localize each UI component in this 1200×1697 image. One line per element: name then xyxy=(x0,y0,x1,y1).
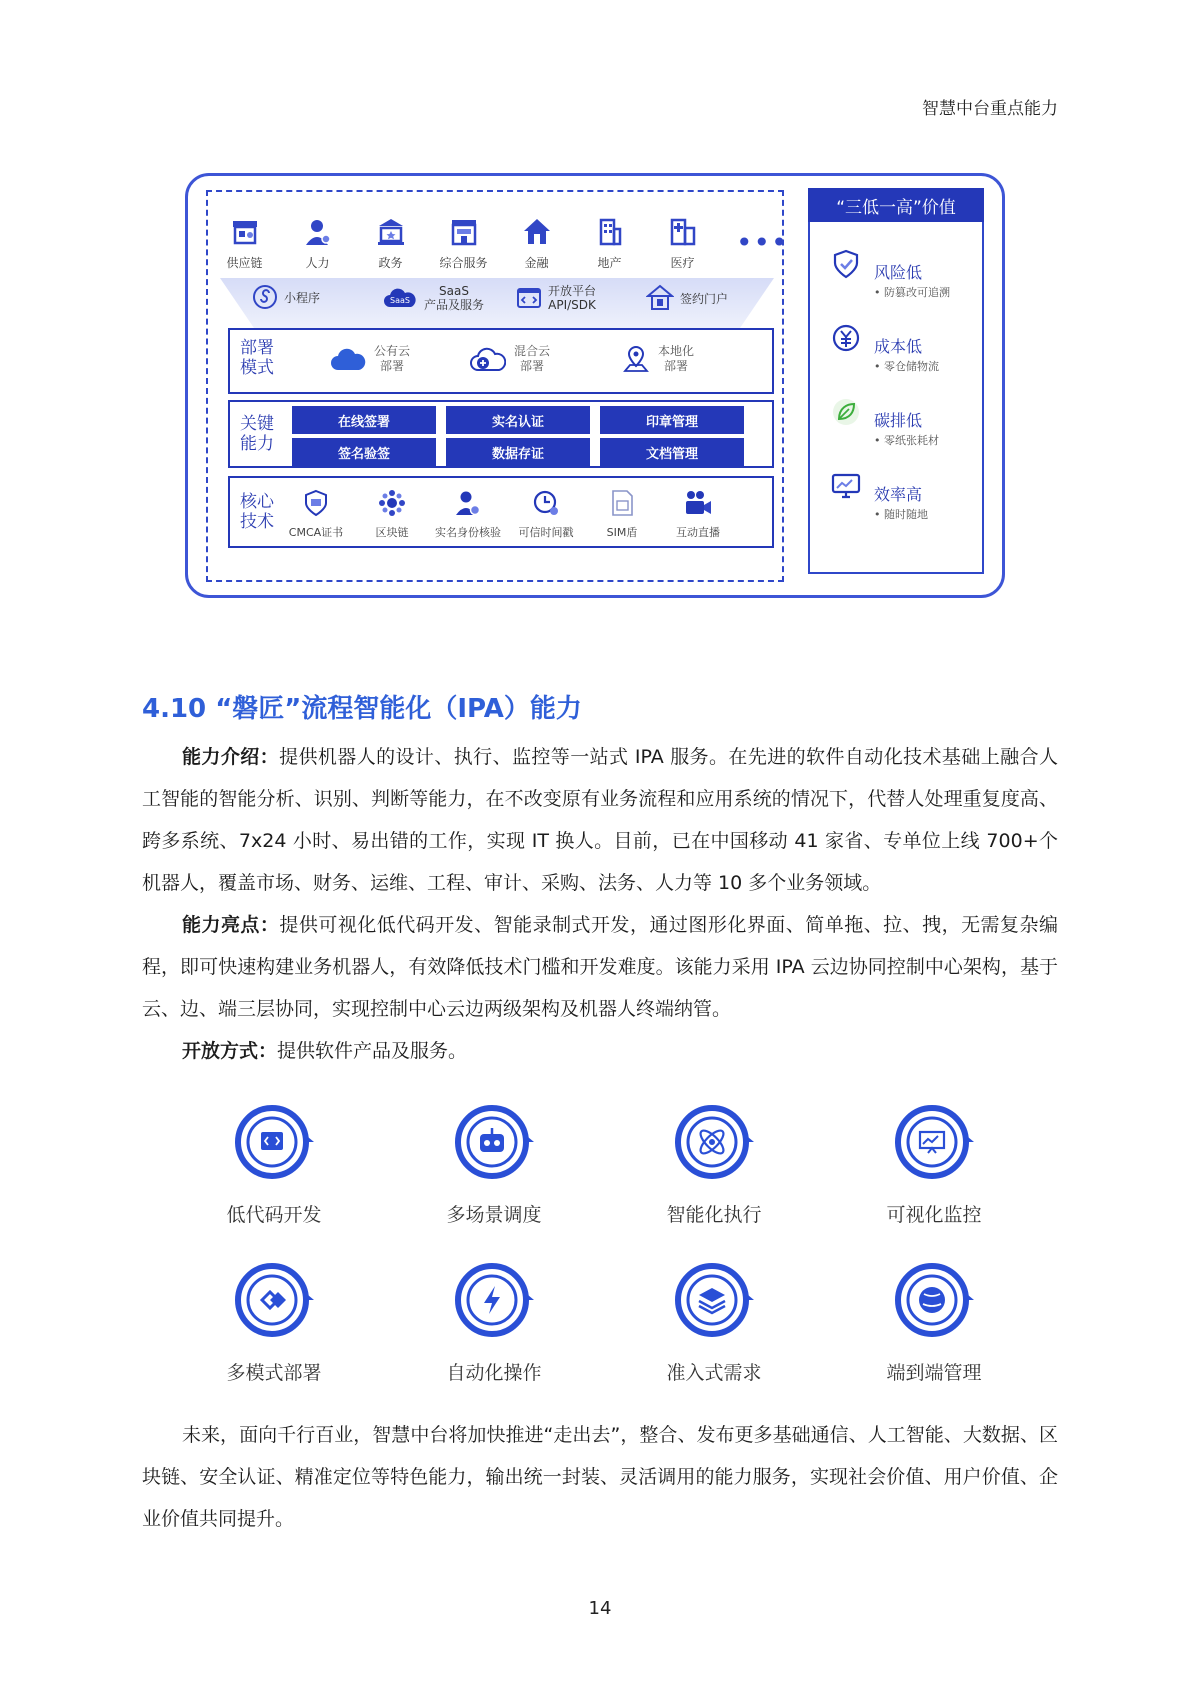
mini-program-icon xyxy=(252,284,278,310)
paragraph-introduction: 能力介绍：提供机器人的设计、执行、监控等一站式 IPA 服务。在先进的软件自动化技术基础上融合人工智能的智能分析、识别、判断等能力，在不改变原有业务流程和应用系统的情况下，代替人处理重复度高、跨多系统、7x24 小时、易出错的工作，实现 IT 换人。目前，已在中国移动 41 家省、专单位上线 700+个机器人，覆盖市场、财务、运维、工程、审计、采购、法务、人力等 10 多个业务领域。 xyxy=(142,746,1058,894)
hospital-icon xyxy=(668,217,698,247)
capability-automation: 自动化操作 xyxy=(414,1258,574,1385)
capability-end-to-end: 端到端管理 xyxy=(854,1258,1014,1385)
cloud-plus-icon xyxy=(470,346,506,372)
value-risk-low: 风险低 • 防篡改可追溯 xyxy=(830,248,980,308)
industry-medical: 医疗 xyxy=(646,214,719,274)
value-efficiency-high: 效率高 • 随时随地 xyxy=(830,470,980,530)
atom-icon xyxy=(672,1100,756,1184)
deploy-local: 本地化 部署 xyxy=(622,344,694,374)
channel-open-platform: 开放平台 API/SDK xyxy=(516,284,596,312)
blockchain-icon xyxy=(378,489,406,517)
capability-multi-mode-deploy: 多模式部署 xyxy=(194,1258,354,1385)
tech-timestamp: 可信时间戳 xyxy=(506,488,586,540)
presentation-chart-icon xyxy=(892,1100,976,1184)
section-title: 4.10 “磐匠”流程智能化（IPA）能力 xyxy=(142,694,582,724)
page-number: 14 xyxy=(588,1598,612,1619)
capability-access-demand: 准入式需求 xyxy=(634,1258,794,1385)
portal-house-icon xyxy=(646,284,674,312)
core-tech-panel xyxy=(228,476,774,548)
video-camera-icon xyxy=(683,489,713,517)
code-window-icon xyxy=(232,1100,316,1184)
core-tech-title: 核心技术 xyxy=(240,492,274,532)
tech-sim-shield: SIM盾 xyxy=(582,488,662,540)
person-check-icon xyxy=(454,489,482,517)
industry-real-estate: 地产 xyxy=(573,214,646,274)
store-icon xyxy=(230,217,260,247)
channel-mini-program: 小程序 xyxy=(252,284,320,310)
key-ability-panel xyxy=(228,400,774,468)
monitor-chart-icon xyxy=(830,470,862,502)
clock-icon xyxy=(532,489,560,517)
certificate-shield-icon xyxy=(303,489,329,517)
deploy-mode-panel xyxy=(228,328,774,394)
deploy-mode-title: 部署模式 xyxy=(240,338,274,378)
office-building-icon xyxy=(595,217,625,247)
robot-icon xyxy=(452,1100,536,1184)
shield-check-icon xyxy=(830,248,862,280)
deploy-public-cloud: 公有云 部署 xyxy=(330,344,410,374)
tech-live-stream: 互动直播 xyxy=(658,488,738,540)
capability-visual-monitor: 可视化监控 xyxy=(854,1100,1014,1227)
more-industries: ••• xyxy=(736,226,789,259)
value-carbon-low: 碳排低 • 零纸张耗材 xyxy=(830,396,980,456)
channel-funnel xyxy=(220,278,774,328)
value-cost-low: 成本低 • 零仓储物流 xyxy=(830,322,980,382)
tech-blockchain: 区块链 xyxy=(352,488,432,540)
esign-architecture-diagram xyxy=(185,173,1005,598)
leaf-icon xyxy=(830,396,862,428)
key-online-sign: 在线签署 xyxy=(292,406,436,434)
stack-layers-icon xyxy=(672,1258,756,1342)
value-column xyxy=(808,188,984,574)
paragraph-closing: 未来，面向千行百业，智慧中台将加快推进“走出去”，整合、发布更多基础通信、人工智能、大数据、区块链、安全认证、精准定位等特色能力，输出统一封装、灵活调用的能力服务，实现社会价值、用户价值、企业价值共同提升。 xyxy=(142,1424,1058,1530)
capability-intelligent-exec: 智能化执行 xyxy=(634,1100,794,1227)
key-seal-management: 印章管理 xyxy=(600,406,744,434)
government-building-icon xyxy=(376,217,406,247)
industry-government: 政务 xyxy=(354,214,427,274)
paragraph-highlights: 能力亮点：提供可视化低代码开发、智能录制式开发，通过图形化界面、简单拖、拉、拽，无需复杂编程，即可快速构建业务机器人，有效降低技术门槛和开发难度。该能力采用 IPA 云边协同控制中心架构，基于云、边、端三层协同，实现控制中心云边两级架构及机器人终端纳管。 xyxy=(142,914,1058,1020)
paragraph-open-mode: 开放方式：提供软件产品及服务。 xyxy=(182,1040,468,1062)
code-window-icon xyxy=(516,285,542,311)
capability-low-code: 低代码开发 xyxy=(194,1100,354,1227)
industry-supply-chain: 供应链 xyxy=(208,214,281,274)
channel-saas: SaaS SaaS 产品及服务 xyxy=(382,284,484,312)
sim-card-icon xyxy=(609,489,635,517)
industry-hr: 人力 xyxy=(281,214,354,274)
running-header: 智慧中台重点能力 xyxy=(922,99,1058,119)
key-real-name-auth: 实名认证 xyxy=(446,406,590,434)
saas-badge-text: SaaS xyxy=(390,296,410,305)
capability-multi-scenario: 多场景调度 xyxy=(414,1100,574,1227)
key-document-management: 文档管理 xyxy=(600,438,744,466)
key-ability-title: 关键能力 xyxy=(240,414,274,454)
deploy-hybrid-cloud: 混合云 部署 xyxy=(470,344,550,374)
key-data-evidence: 数据存证 xyxy=(446,438,590,466)
cloud-icon xyxy=(330,346,366,372)
yuan-coin-icon xyxy=(830,322,862,354)
tech-cmca: CMCA证书 xyxy=(276,488,356,540)
person-icon xyxy=(303,217,333,247)
industry-services: 综合服务 xyxy=(427,214,500,274)
industry-row xyxy=(208,214,786,274)
tech-identity-verify: 实名身份核验 xyxy=(428,488,508,540)
bank-house-icon xyxy=(522,217,552,247)
key-signature-verify: 签名验签 xyxy=(292,438,436,466)
diamond-layers-icon xyxy=(232,1258,316,1342)
shop-front-icon xyxy=(449,217,479,247)
saas-cloud-icon xyxy=(382,285,418,311)
lightning-icon xyxy=(452,1258,536,1342)
value-header: “三低一高”价值 xyxy=(808,188,984,222)
globe-icon xyxy=(892,1258,976,1342)
channel-sign-portal: 签约门户 xyxy=(646,284,728,312)
platform-area xyxy=(206,190,789,582)
location-map-icon xyxy=(622,345,650,373)
industry-finance: 金融 xyxy=(500,214,573,274)
